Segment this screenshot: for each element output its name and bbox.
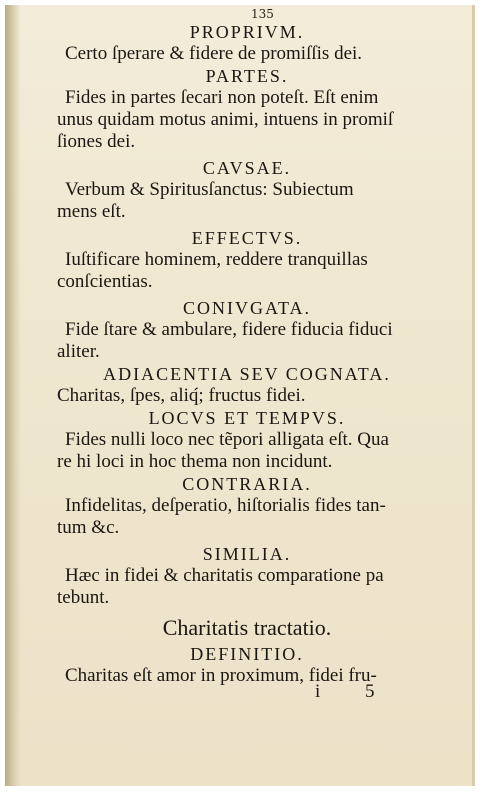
section-heading: CAVSAE.	[202, 158, 292, 178]
section-heading: DEFINITIO.	[190, 644, 304, 664]
book-page	[5, 5, 475, 786]
section-heading: ADIACENTIA SEV COGNATA.	[103, 364, 391, 384]
text-line: Fides nulli loco nec tẽpori alligata eſt. Qua	[65, 429, 389, 450]
section-heading: PARTES.	[205, 66, 289, 86]
text-line: Certo ſperare & fidere de promiſſis dei.	[65, 43, 363, 64]
text-line: conſcientias.	[57, 271, 153, 292]
section-similia	[57, 543, 437, 609]
section-heading: EFFECTVS.	[191, 228, 303, 248]
page-text-block	[57, 21, 437, 687]
text-line: Infidelitas, deſperatio, hiſtorialis fides tan-	[65, 495, 386, 516]
signature-mark: i 5	[315, 681, 395, 702]
text-line: Verbum & Spiritusſanctus: Subiectum	[65, 179, 354, 200]
text-line: unus quidam motus animi, intuens in promiſ	[57, 109, 394, 130]
text-line: Charitas eſt amor in proximum, fidei fru-	[65, 665, 377, 686]
section-partes	[57, 65, 437, 153]
section-heading: CONTRARIA.	[182, 474, 312, 494]
text-line: Fide ſtare & ambulare, fidere fiducia fiduci	[65, 319, 393, 340]
section-coniugata	[57, 297, 437, 363]
text-line: tebunt.	[57, 587, 110, 608]
text-line: mens eſt.	[57, 201, 126, 222]
text-line: Hæc in fidei & charitatis comparatione pa	[65, 565, 384, 586]
section-proprium	[57, 21, 437, 65]
section-locus-et-tempus	[57, 407, 437, 473]
section-heading: LOCVS ET TEMPVS.	[148, 408, 346, 428]
text-line: re hi loci in hoc thema non incidunt.	[57, 451, 333, 472]
section-heading: PROPRIVM.	[189, 22, 305, 42]
section-heading: SIMILIA.	[202, 544, 292, 564]
section-contraria	[57, 473, 437, 539]
text-line: Charitas, ſpes, aliq́; fructus fidei.	[57, 385, 306, 406]
text-line: aliter.	[57, 341, 100, 362]
section-effectus	[57, 227, 437, 293]
section-heading: CONIVGATA.	[182, 298, 312, 318]
page-binding-shadow	[5, 5, 21, 786]
page-number: 135	[251, 7, 274, 21]
chapter-title: Charitatis tractatio.	[162, 615, 332, 640]
text-line: Fides in partes ſecari non poteſt. Eſt enim	[65, 87, 379, 108]
text-line: Iuſtificare hominem, reddere tranquillas	[65, 249, 368, 270]
text-line: ſiones dei.	[57, 131, 136, 152]
text-line: tum &c.	[57, 517, 120, 538]
section-adiacentia	[57, 363, 437, 407]
section-causae	[57, 157, 437, 223]
